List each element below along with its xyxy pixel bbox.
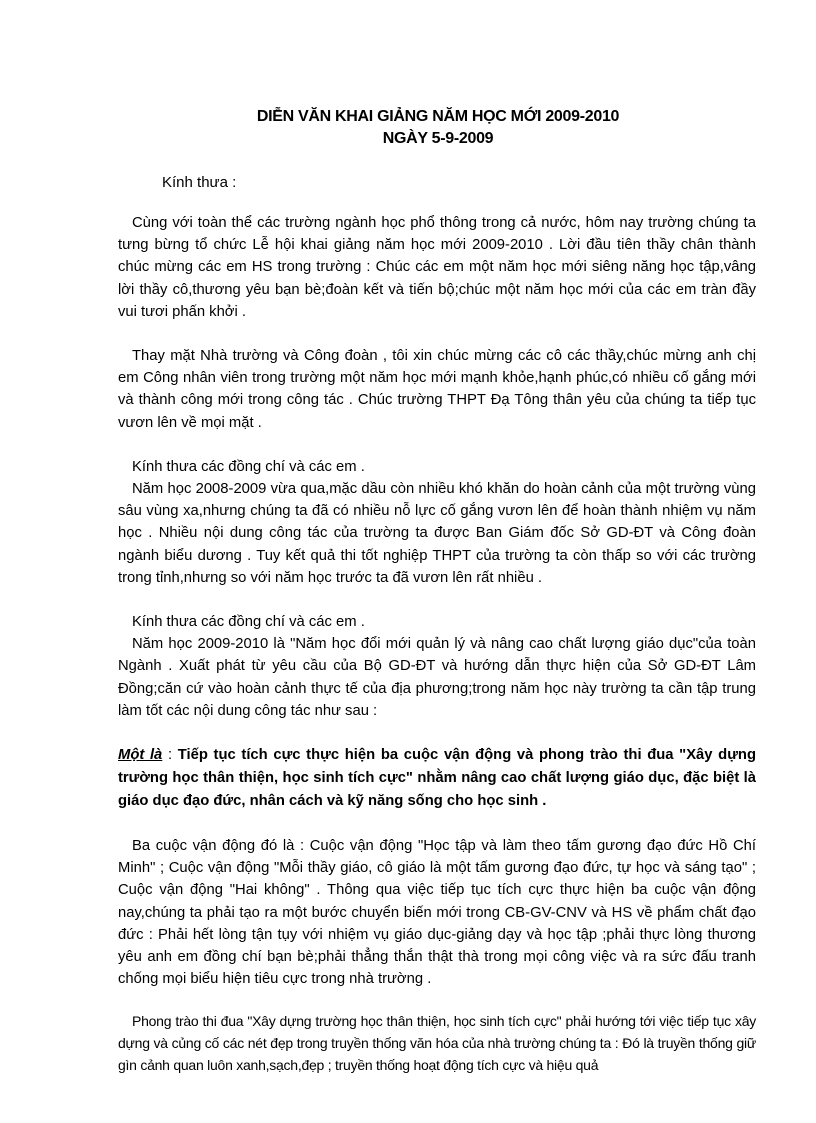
section-heading-1 (118, 744, 756, 813)
title-block (0, 106, 816, 150)
paragraph-1: Cùng với toàn thể các trường ngành học phổ thông trong cả nước, hôm nay trường chúng ta tưng bừng tổ chức Lễ hội khai giảng năm học mới 2009-2010 . Lời đầu tiên thầy chân thành chúc mừng các em HS trong trường : Chúc các em một năm học mới siêng năng học tập,vâng lời thầy cô,thương yêu bạn bè;đoàn kết và tiến bộ;chúc một năm học mới của các em tràn đầy vui tươi phấn khởi . (118, 215, 756, 320)
document-date: NGÀY 5-9-2009 (382, 130, 494, 147)
salutation-2: Kính thưa các đồng chí và các em . (132, 614, 365, 631)
section-lead: Một là (118, 747, 163, 764)
section-text: Tiếp tục tích cực thực hiện ba cuộc vận động và phong trào thi đua "Xây dựng trường học thân thiện, học sinh tích cực" nhằm nâng cao chất lượng giáo dục, đặc biệt là giáo dục đạo đức, nhân cách và kỹ năng sống cho học sinh . (118, 747, 757, 810)
paragraph-5: Ba cuộc vận động đó là : Cuộc vận động "Học tập và làm theo tấm gương đạo đức Hồ Chí Minh" ; Cuộc vận động "Mỗi thầy giáo, cô giáo là một tấm gương đạo đức, tự học và sáng tạo" ; Cuộc vận động "Hai không" . Thông qua việc tiếp tục tích cực thực hiện ba cuộc vận động nay,chúng ta phải tạo ra một bước chuyển biến mới trong CB-GV-CNV và HS về phẩm chất đạo đức : Phải hết lòng tận tụy với nhiệm vụ giáo dục-giảng dạy và học tập ;phải thực lòng thương yêu anh em đồng chí bạn bè;phải thẳng thắn thật thà trong mọi công việc và ra sức đấu tranh chống mọi biểu hiện tiêu cực trong nhà trường . (118, 838, 756, 988)
document-title: DIỄN VĂN KHAI GIẢNG NĂM HỌC MỚI 2009-2010 (256, 108, 620, 125)
salutation-1: Kính thưa các đồng chí và các em . (132, 458, 365, 475)
document-body (118, 172, 756, 1076)
greeting: Kính thưa : (162, 174, 237, 191)
paragraph-6: Phong trào thi đua "Xây dựng trường học thân thiện, học sinh tích cực" phải hướng tới việc tiếp tục xây dựng và củng cố các nét đẹp trong truyền thống văn hóa của nhà trường chúng ta : Đó là truyền thống giữ gìn cảnh quan luôn xanh,sạch,đẹp ; truyền thống hoạt động tích cực và hiệu quả (118, 1013, 756, 1074)
paragraph-4: Năm học 2009-2010 là "Năm học đổi mới quản lý và nâng cao chất lượng giáo dục"của toàn Ngành . Xuất phát từ yêu cầu của Bộ GD-ĐT và hướng dẫn thực hiện của Sở GD-ĐT Lâm Đồng;căn cứ vào hoàn cảnh thực tế của địa phương;trong năm học này trường ta cần tập trung làm tốt các nội dung công tác như sau : (118, 636, 756, 719)
paragraph-3: Năm học 2008-2009 vừa qua,mặc dầu còn nhiều khó khăn do hoàn cảnh của một trường vùng sâu vùng xa,nhưng chúng ta đã có nhiều nỗ lực cố gắng vươn lên để hoàn thành nhiệm vụ năm học . Nhiều nội dung công tác của trường ta được Ban Giám đốc Sở GD-ĐT và Công đoàn ngành biểu dương . Tuy kết quả thi tốt nghiệp THPT của trường ta còn thấp so với các trường trong tỉnh,nhưng so với năm học trước ta đã vươn lên rất nhiều . (118, 481, 756, 586)
section-colon: : (162, 747, 178, 764)
paragraph-2: Thay mặt Nhà trường và Công đoàn , tôi xin chúc mừng các cô các thầy,chúc mừng anh chị em Công nhân viên trong trường một năm học mới mạnh khỏe,hạnh phúc,có nhiều cố gắng mới và thành công mới trong công tác . Chúc trường THPT Đạ Tông thân yêu của chúng ta tiếp tục vươn lên về mọi mặt . (118, 348, 756, 431)
